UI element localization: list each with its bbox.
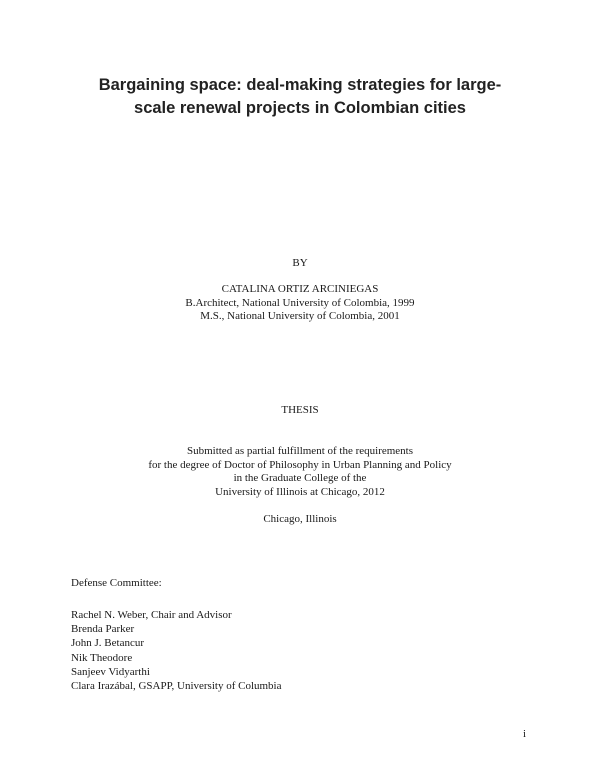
by-label: BY xyxy=(292,257,308,269)
committee-member: Nik Theodore xyxy=(71,651,133,664)
submission-line-4: University of Illinois at Chicago, 2012 xyxy=(215,485,385,498)
submission-line-3: in the Graduate College of the xyxy=(233,472,367,484)
submission-statement xyxy=(0,445,600,499)
committee-member: Rachel N. Weber, Chair and Advisor xyxy=(71,609,232,621)
page-number: i xyxy=(523,728,527,740)
submission-line-1: Submitted as partial fulfillment of the requirements xyxy=(186,445,414,457)
author-degree-1: B.Architect, National University of Colombia, 1999 xyxy=(185,296,415,309)
committee-member: Brenda Parker xyxy=(71,623,135,636)
committee-member: Clara Irazábal, GSAPP, University of Columbia xyxy=(71,680,282,693)
committee-member: Sanjeev Vidyarthi xyxy=(71,665,150,678)
author-name: CATALINA ORTIZ ARCINIEGAS xyxy=(221,283,379,295)
thesis-title-line-1: Bargaining space: deal-making strategies for large- xyxy=(98,76,502,94)
thesis-title-line-2: scale renewal projects in Colombian cities xyxy=(134,99,466,117)
author-degree-2: M.S., National University of Colombia, 2001 xyxy=(200,310,400,322)
submission-line-2: for the degree of Doctor of Philosophy in Urban Planning and Policy xyxy=(148,458,452,471)
document-type: THESIS xyxy=(281,404,319,416)
thesis-title xyxy=(60,74,540,120)
committee-member: John J. Betancur xyxy=(71,637,145,650)
author-block xyxy=(0,283,600,324)
committee-list xyxy=(71,608,282,693)
location: Chicago, Illinois xyxy=(263,513,337,525)
committee-heading: Defense Committee: xyxy=(71,577,162,589)
